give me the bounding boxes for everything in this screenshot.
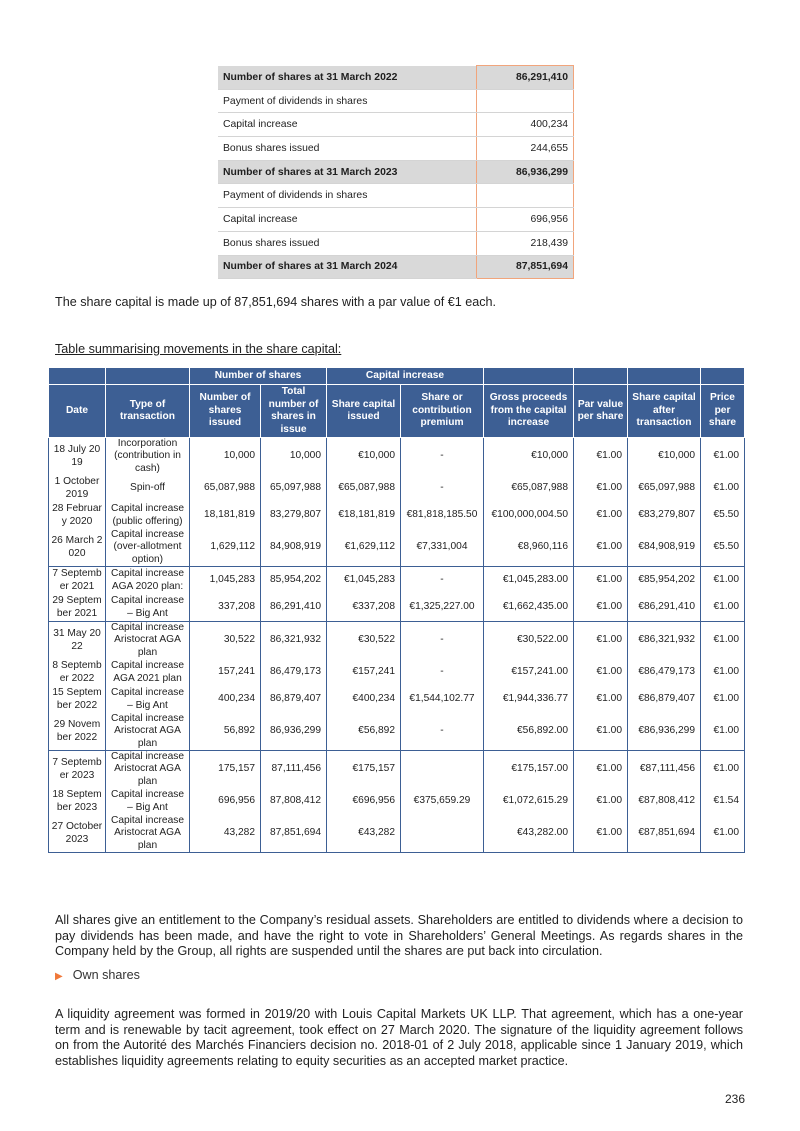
table-row [49,713,745,751]
table-cell: €1,325,227.00 [401,594,484,622]
table-row [49,686,745,713]
liquidity-paragraph: A liquidity agreement was formed in 2019/20 with Louis Capital Markets UK LLP. That agreement, which has a one-year term and is renewable by tacit agreement, took effect on 27 March 2020. The signature of the liquidity agreement follows on from the Autorité des Marchés Financiers decision no. 2018-01 of 2 July 2018, applicable since 1 January 2019, which establishes liquidity agreements relating to equity securities as an accepted market practice. [55,1007,743,1068]
table-cell: €1,072,615.29 [484,788,574,815]
table-cell: 18 Septem ber 2023 [49,788,106,815]
table-cell: Capital increase Aristocrat AGA plan [106,815,190,853]
summary-label: Payment of dividends in shares [218,184,477,208]
table-cell: €87,851,694 [628,815,701,853]
table-cell: €1.00 [574,567,628,595]
table-cell: 87,851,694 [261,815,327,853]
table-cell: Capital increase (public offering) [106,502,190,529]
table-cell: 7 Septemb er 2021 [49,567,106,595]
table-cell: €1,662,435.00 [484,594,574,622]
table-cell: €1.00 [574,815,628,853]
table-cell: Incorporation (contribution in cash) [106,438,190,476]
column-header: Share capital issued [327,385,401,438]
table-cell: €43,282 [327,815,401,853]
table-cell: - [401,475,484,502]
table-cell: 28 Februar y 2020 [49,502,106,529]
table-cell: €83,279,807 [628,502,701,529]
column-header-row [49,385,745,438]
table-cell: €85,954,202 [628,567,701,595]
summary-label: Payment of dividends in shares [218,89,477,113]
summary-row [218,66,574,90]
summary-row [218,255,574,279]
table-cell: Capital increase – Big Ant [106,686,190,713]
table-cell: €375,659.29 [401,788,484,815]
table-cell: - [401,567,484,595]
table-cell: 85,954,202 [261,567,327,595]
table-cell: €7,331,004 [401,529,484,567]
table-cell: €157,241.00 [484,659,574,686]
table-cell: €100,000,004.50 [484,502,574,529]
table-cell: 400,234 [190,686,261,713]
table-cell: 86,479,173 [261,659,327,686]
table-cell: Capital increase (over-allotment option) [106,529,190,567]
table-cell: 30,522 [190,622,261,660]
table-cell: €1.00 [701,659,745,686]
table-cell: - [401,659,484,686]
table-cell: €10,000 [327,438,401,476]
table-cell: 31 May 20 22 [49,622,106,660]
table-cell: Capital increase AGA 2021 plan [106,659,190,686]
table-cell: €56,892 [327,713,401,751]
table-cell: 1,629,112 [190,529,261,567]
column-header: Type of transaction [106,385,190,438]
table-cell: €1.00 [701,686,745,713]
table-cell: 83,279,807 [261,502,327,529]
table-cell: 1 October 2019 [49,475,106,502]
table-cell: €1.00 [574,751,628,789]
group-header-capital-increase: Capital increase [327,368,484,385]
table-cell: €1.00 [574,529,628,567]
summary-label: Number of shares at 31 March 2024 [218,255,477,279]
table-cell: 86,321,932 [261,622,327,660]
table-cell: €157,241 [327,659,401,686]
summary-value: 87,851,694 [477,255,574,279]
table-row [49,815,745,853]
table-cell: €1.00 [574,788,628,815]
table-cell: 84,908,919 [261,529,327,567]
table-cell: €1.00 [574,475,628,502]
table-row [49,502,745,529]
summary-label: Number of shares at 31 March 2023 [218,160,477,184]
table-cell: €1.00 [701,438,745,476]
table-cell: €56,892.00 [484,713,574,751]
table-cell: 29 Septem ber 2021 [49,594,106,622]
group-header-blank [49,368,106,385]
table-cell: €1.00 [574,594,628,622]
table-cell: €1,045,283.00 [484,567,574,595]
summary-row [218,231,574,255]
table-cell: €1.00 [701,594,745,622]
table-cell: €1,944,336.77 [484,686,574,713]
table-cell: Spin-off [106,475,190,502]
table-caption: Table summarising movements in the share capital: [55,342,342,356]
summary-row [218,137,574,161]
table-cell: €86,879,407 [628,686,701,713]
table-cell: €30,522.00 [484,622,574,660]
table-cell: €18,181,819 [327,502,401,529]
table-cell: €65,087,988 [484,475,574,502]
table-cell: 696,956 [190,788,261,815]
table-cell: Capital increase Aristocrat AGA plan [106,713,190,751]
table-cell: Capital increase Aristocrat AGA plan [106,622,190,660]
table-cell: 10,000 [261,438,327,476]
table-cell: 18,181,819 [190,502,261,529]
column-header: Total number of shares in issue [261,385,327,438]
table-cell: €86,291,410 [628,594,701,622]
table-cell: €1.00 [574,659,628,686]
table-cell: €8,960,116 [484,529,574,567]
table-cell: €696,956 [327,788,401,815]
table-cell: 86,936,299 [261,713,327,751]
group-header-number-of-shares: Number of shares [190,368,327,385]
table-cell: €5.50 [701,529,745,567]
table-cell: €1,629,112 [327,529,401,567]
group-header-blank [701,368,745,385]
table-cell: €30,522 [327,622,401,660]
table-cell: 86,879,407 [261,686,327,713]
table-cell: 15 Septem ber 2022 [49,686,106,713]
table-cell: €1.00 [574,686,628,713]
table-cell: €5.50 [701,502,745,529]
table-row [49,622,745,660]
summary-value: 86,291,410 [477,66,574,90]
table-cell: 7 Septemb er 2023 [49,751,106,789]
table-cell: 29 Novem ber 2022 [49,713,106,751]
table-row [49,529,745,567]
table-cell: €1.00 [701,622,745,660]
column-header: Date [49,385,106,438]
group-header-blank [106,368,190,385]
table-cell: 87,111,456 [261,751,327,789]
table-cell: 65,087,988 [190,475,261,502]
summary-value: 696,956 [477,208,574,232]
group-header-blank [484,368,574,385]
table-cell: €1,045,283 [327,567,401,595]
table-cell: - [401,622,484,660]
table-cell: 175,157 [190,751,261,789]
summary-value [477,89,574,113]
column-header: Number of shares issued [190,385,261,438]
summary-row [218,184,574,208]
group-header-blank [628,368,701,385]
group-header-row [49,368,745,385]
column-header: Gross proceeds from the capital increase [484,385,574,438]
table-cell: 56,892 [190,713,261,751]
summary-label: Capital increase [218,113,477,137]
page-number: 236 [724,1092,745,1106]
table-cell: €1.00 [574,622,628,660]
table-cell: 87,808,412 [261,788,327,815]
table-cell [401,815,484,853]
table-row [49,659,745,686]
table-cell: - [401,438,484,476]
table-cell: €84,908,919 [628,529,701,567]
table-cell: €175,157.00 [484,751,574,789]
table-cell: €86,321,932 [628,622,701,660]
table-cell: €337,208 [327,594,401,622]
table-cell: €1.00 [701,751,745,789]
table-cell: €87,111,456 [628,751,701,789]
column-header: Par value per share [574,385,628,438]
summary-value [477,184,574,208]
summary-value: 218,439 [477,231,574,255]
summary-value: 400,234 [477,113,574,137]
share-capital-movements-table [48,367,745,853]
table-cell: Capital increase – Big Ant [106,788,190,815]
summary-row [218,208,574,232]
table-cell: €1.00 [574,502,628,529]
table-cell: €1.00 [701,815,745,853]
table-row [49,594,745,622]
share-capital-note: The share capital is made up of 87,851,694 shares with a par value of €1 each. [55,295,497,309]
summary-label: Capital increase [218,208,477,232]
table-cell: €1.00 [701,475,745,502]
table-row [49,751,745,789]
table-cell: €1.00 [574,713,628,751]
own-shares-heading [55,968,140,982]
summary-row [218,89,574,113]
column-header: Price per share [701,385,745,438]
table-cell: 337,208 [190,594,261,622]
table-cell: €10,000 [484,438,574,476]
table-cell: €87,808,412 [628,788,701,815]
summary-value: 244,655 [477,137,574,161]
table-cell: 157,241 [190,659,261,686]
triangle-right-icon: ▶ [55,971,63,982]
summary-row [218,160,574,184]
table-cell: €65,097,988 [628,475,701,502]
table-cell: €81,818,185.50 [401,502,484,529]
table-cell: 10,000 [190,438,261,476]
table-cell: €65,087,988 [327,475,401,502]
table-cell: €400,234 [327,686,401,713]
entitlement-paragraph: All shares give an entitlement to the Company’s residual assets. Shareholders are entitled to dividends where a decision to pay dividends has been made, and have the right to vote in Shareholders’ General Meetings. As regards shares in the Company held by the Group, all rights are suspended until the shares are put back into circulation. [55,913,743,958]
table-cell: 8 Septemb er 2022 [49,659,106,686]
table-cell: €10,000 [628,438,701,476]
table-row [49,788,745,815]
table-cell: Capital increase AGA 2020 plan: [106,567,190,595]
table-cell: - [401,713,484,751]
table-cell: €86,936,299 [628,713,701,751]
table-cell: 18 July 20 19 [49,438,106,476]
column-header: Share capital after transaction [628,385,701,438]
group-header-blank [574,368,628,385]
table-cell: 26 March 2 020 [49,529,106,567]
table-row [49,438,745,476]
table-cell: 43,282 [190,815,261,853]
table-cell: 27 October 2023 [49,815,106,853]
table-cell: 65,097,988 [261,475,327,502]
summary-value: 86,936,299 [477,160,574,184]
table-cell [401,751,484,789]
table-cell: Capital increase Aristocrat AGA plan [106,751,190,789]
table-cell: €175,157 [327,751,401,789]
table-cell: 1,045,283 [190,567,261,595]
summary-label: Number of shares at 31 March 2022 [218,66,477,90]
table-cell: Capital increase – Big Ant [106,594,190,622]
column-header: Share or contribution premium [401,385,484,438]
table-cell: €86,479,173 [628,659,701,686]
summary-row [218,113,574,137]
table-cell: €1.54 [701,788,745,815]
shares-summary-table [218,65,574,279]
table-cell: €43,282.00 [484,815,574,853]
table-row [49,475,745,502]
table-row [49,567,745,595]
own-shares-heading-text: Own shares [72,968,140,982]
summary-label: Bonus shares issued [218,137,477,161]
table-cell: €1,544,102.77 [401,686,484,713]
summary-label: Bonus shares issued [218,231,477,255]
table-cell: €1.00 [701,567,745,595]
table-cell: 86,291,410 [261,594,327,622]
table-cell: €1.00 [701,713,745,751]
table-cell: €1.00 [574,438,628,476]
